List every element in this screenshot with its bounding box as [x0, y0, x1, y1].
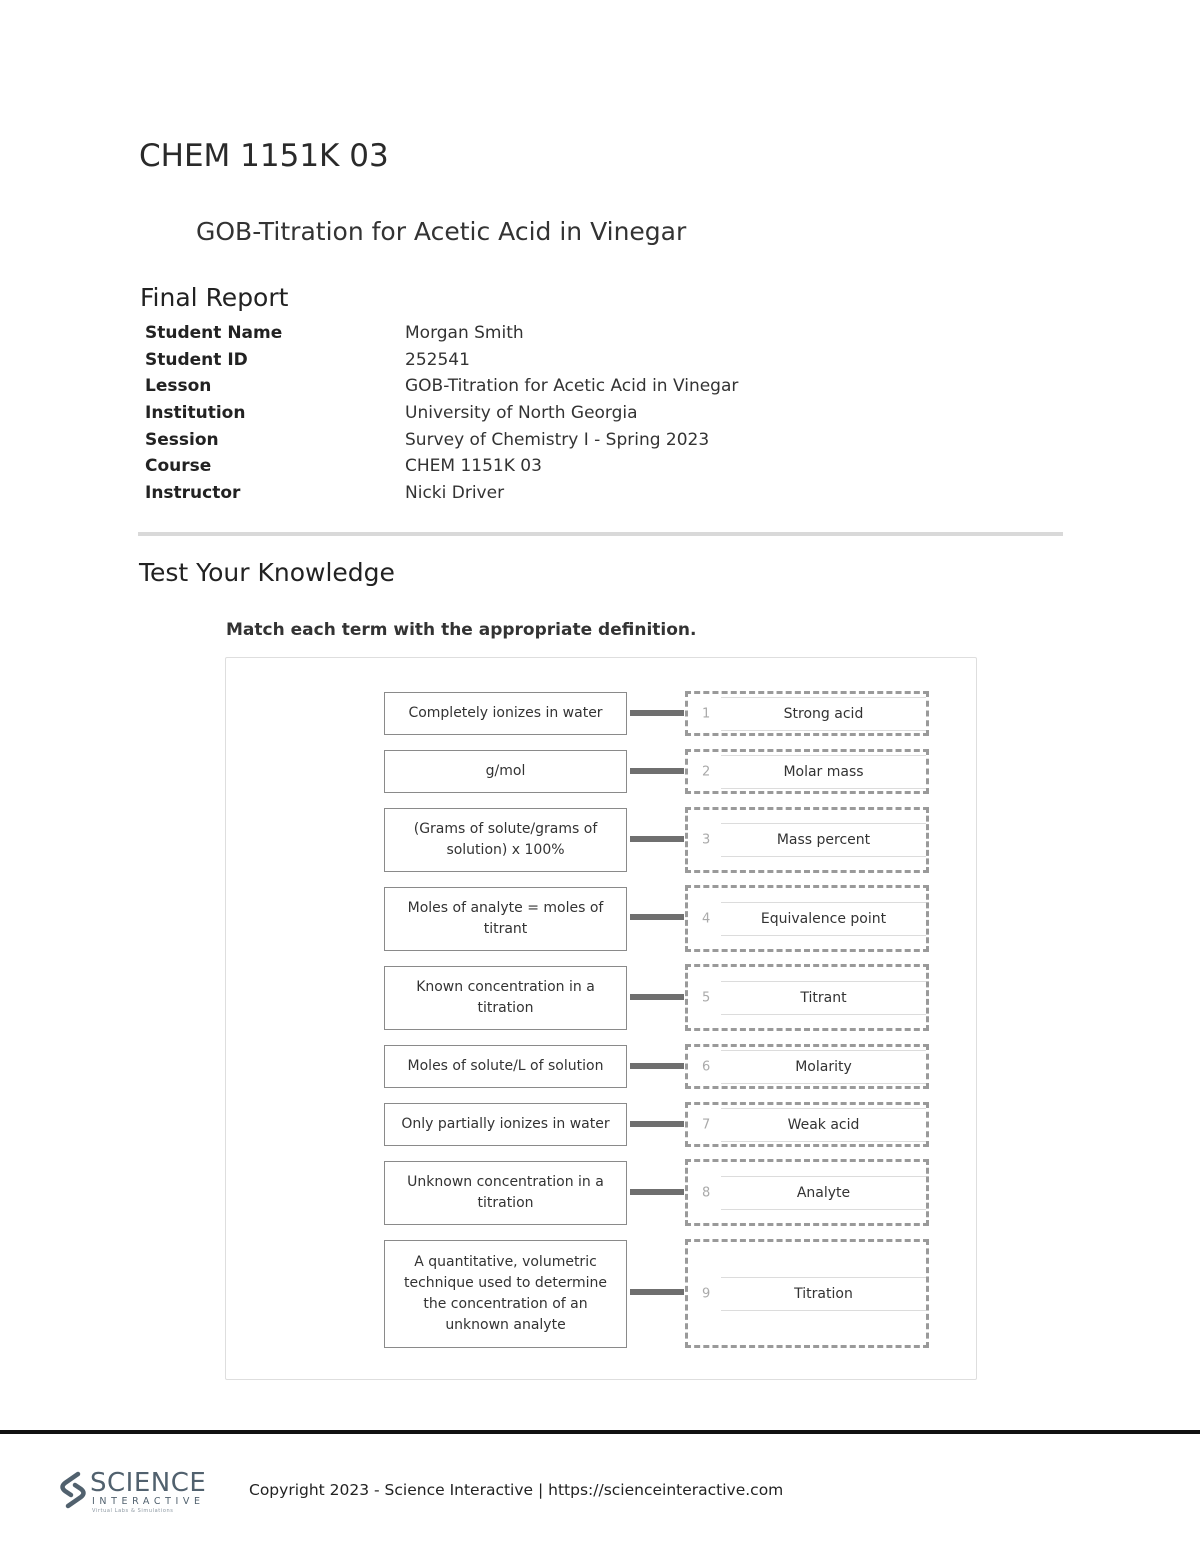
answer-slot[interactable] [685, 1102, 929, 1147]
info-value: 252541 [405, 349, 470, 370]
slot-number: 5 [702, 990, 711, 1005]
slot-number: 4 [702, 911, 711, 926]
match-connector [630, 1063, 684, 1069]
student-info-table [145, 320, 738, 506]
answer-term[interactable]: Weak acid [721, 1108, 926, 1142]
lesson-title: GOB-Titration for Acetic Acid in Vinegar [196, 217, 687, 246]
info-row [145, 400, 738, 427]
info-label: Student Name [145, 323, 283, 344]
footer-rule [0, 1430, 1200, 1434]
section-title: Test Your Knowledge [139, 558, 395, 587]
answer-term[interactable]: Mass percent [721, 823, 926, 857]
answer-slot[interactable] [685, 1239, 929, 1348]
match-connector [630, 768, 684, 774]
answer-slot[interactable] [685, 964, 929, 1031]
info-value: University of North Georgia [405, 403, 638, 424]
quiz-instruction: Match each term with the appropriate definition. [226, 620, 697, 640]
answer-term[interactable]: Titration [721, 1277, 926, 1311]
slot-number: 7 [702, 1117, 711, 1132]
info-row [145, 373, 738, 400]
info-value: CHEM 1151K 03 [405, 456, 542, 477]
info-label: Student ID [145, 349, 248, 370]
info-row [145, 426, 738, 453]
logo-wordmark: SCIENCE [90, 1468, 207, 1498]
match-connector [630, 710, 684, 716]
definition-card: Moles of analyte = moles of titrant [384, 887, 627, 951]
answer-slot[interactable] [685, 885, 929, 952]
answer-term[interactable]: Titrant [721, 981, 926, 1015]
definition-card: g/mol [384, 750, 627, 793]
slot-number: 1 [702, 706, 711, 721]
answer-slot[interactable] [685, 807, 929, 873]
info-value: GOB-Titration for Acetic Acid in Vinegar [405, 376, 739, 397]
match-connector [630, 1189, 684, 1195]
info-value: Survey of Chemistry I - Spring 2023 [405, 429, 710, 450]
info-label: Lesson [145, 376, 212, 397]
answer-term[interactable]: Analyte [721, 1176, 926, 1210]
report-title: Final Report [140, 283, 289, 312]
slot-number: 6 [702, 1059, 711, 1074]
logo-tagline: Virtual Labs & Simulations [92, 1508, 174, 1514]
definition-card: Known concentration in a titration [384, 966, 627, 1030]
info-label: Session [145, 429, 219, 450]
answer-term[interactable]: Molar mass [721, 755, 926, 789]
info-label: Instructor [145, 482, 241, 503]
logo-mark-icon [56, 1470, 90, 1510]
info-label: Course [145, 456, 212, 477]
match-connector [630, 914, 684, 920]
info-label: Institution [145, 403, 246, 424]
definition-card: Unknown concentration in a titration [384, 1161, 627, 1225]
copyright-text: Copyright 2023 - Science Interactive | https://scienceinteractive.com [249, 1481, 784, 1499]
info-row [145, 453, 738, 480]
match-connector [630, 836, 684, 842]
answer-slot[interactable] [685, 691, 929, 736]
section-divider [138, 532, 1063, 536]
answer-slot[interactable] [685, 1044, 929, 1089]
answer-term[interactable]: Equivalence point [721, 902, 926, 936]
slot-number: 2 [702, 764, 711, 779]
info-value: Nicki Driver [405, 482, 505, 503]
definition-card: A quantitative, volumetric technique used to determine the concentration of an unknown analyte [384, 1240, 627, 1348]
match-connector [630, 1289, 684, 1295]
match-connector [630, 1121, 684, 1127]
slot-number: 3 [702, 832, 711, 848]
slot-number: 8 [702, 1185, 711, 1200]
match-connector [630, 994, 684, 1000]
course-heading: CHEM 1151K 03 [139, 138, 389, 174]
science-interactive-logo [56, 1468, 216, 1516]
answer-term[interactable]: Molarity [721, 1050, 926, 1084]
definition-card: (Grams of solute/grams of solution) x 100% [384, 808, 627, 872]
logo-subword: INTERACTIVE [92, 1496, 205, 1507]
info-row [145, 480, 738, 507]
info-row [145, 347, 738, 374]
info-row [145, 320, 738, 347]
definition-card: Only partially ionizes in water [384, 1103, 627, 1146]
definition-card: Moles of solute/L of solution [384, 1045, 627, 1088]
answer-slot[interactable] [685, 1159, 929, 1226]
answer-term[interactable]: Strong acid [721, 697, 926, 731]
answer-slot[interactable] [685, 749, 929, 794]
slot-number: 9 [702, 1286, 711, 1301]
info-value: Morgan Smith [405, 323, 524, 344]
definition-card: Completely ionizes in water [384, 692, 627, 735]
